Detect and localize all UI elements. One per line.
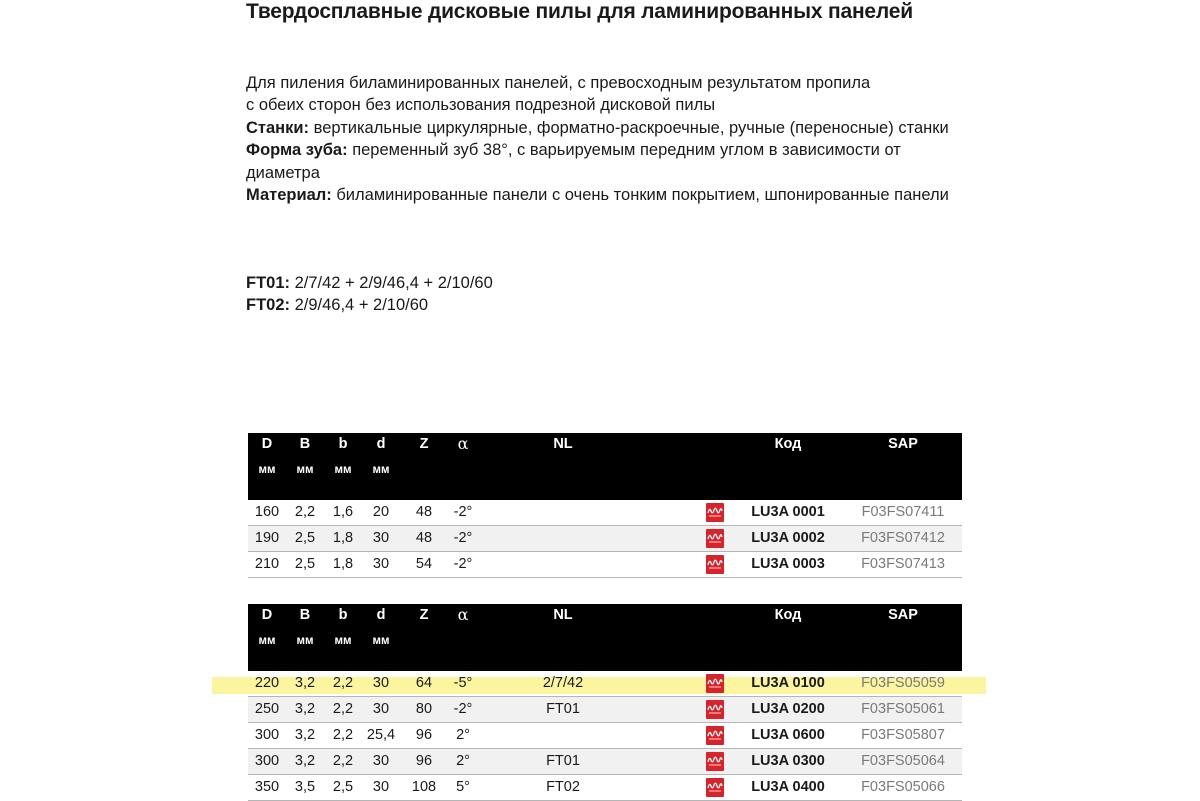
header-label: B — [299, 436, 311, 452]
page-title: Твердосплавные дисковые пилы для ламинированных панелей — [246, 0, 913, 23]
cell-d: 220 — [254, 675, 280, 691]
cell-b: 2,5 — [332, 779, 354, 795]
header-unit: мм — [258, 635, 276, 647]
cell-z: 96 — [415, 753, 433, 769]
header-unit: мм — [258, 464, 276, 476]
saw-tooth-badge-icon — [706, 555, 724, 574]
saw-tooth-badge-icon — [706, 726, 724, 745]
header-label: SAP — [888, 607, 918, 623]
cell-sap: F03FS05066 — [861, 779, 945, 795]
formula-value: 2/9/46,4 + 2/10/60 — [290, 296, 429, 315]
header-label: b — [338, 436, 348, 452]
cell-d: 210 — [254, 556, 280, 572]
cell-z: 48 — [415, 530, 433, 546]
header-unit: мм — [334, 635, 352, 647]
cell-d: 300 — [254, 753, 280, 769]
cell-code: LU3A 0300 — [751, 753, 825, 769]
cell-nl: 2/7/42 — [542, 675, 584, 691]
cell-code: LU3A 0600 — [751, 727, 825, 743]
header-label: D — [261, 607, 273, 623]
machines-text: вертикальные циркулярные, форматно-раскроечные, ручные (переносные) станки — [309, 118, 949, 137]
saw-tooth-badge-icon — [706, 700, 724, 719]
spec-table-2 — [248, 604, 962, 801]
cell-d: 350 — [254, 779, 280, 795]
cell-b: 2,5 — [294, 556, 316, 572]
table-row — [248, 500, 962, 526]
cell-b: 2,2 — [332, 675, 354, 691]
cell-code: LU3A 0002 — [751, 530, 825, 546]
saw-tooth-badge-icon — [706, 529, 724, 548]
cell-sap: F03FS05059 — [861, 675, 945, 691]
table-body — [248, 671, 962, 801]
tooth-formulas — [246, 272, 493, 317]
cell-d: 190 — [254, 530, 280, 546]
cell-alpha: -2° — [453, 530, 473, 546]
cell-b: 3,2 — [294, 701, 316, 717]
header-unit: мм — [296, 635, 314, 647]
header-label: SAP — [888, 436, 918, 452]
cell-alpha: -2° — [453, 504, 473, 520]
header-label: NL — [553, 436, 573, 452]
cell-b: 2,2 — [294, 504, 316, 520]
cell-b: 2,2 — [332, 701, 354, 717]
formula-label: FT02: — [246, 296, 291, 315]
cell-d: 250 — [254, 701, 280, 717]
cell-sap: F03FS05061 — [861, 701, 945, 717]
cell-nl: FT01 — [546, 753, 580, 769]
material-label: Материал: — [246, 186, 332, 205]
machines-label: Станки: — [246, 118, 310, 137]
cell-sap: F03FS07412 — [861, 530, 945, 546]
header-label: d — [376, 607, 386, 623]
header-label: α — [457, 605, 469, 624]
cell-alpha: -2° — [453, 701, 473, 717]
cell-z: 64 — [415, 675, 433, 691]
header-unit: мм — [296, 464, 314, 476]
cell-d: 160 — [254, 504, 280, 520]
cell-d: 30 — [372, 556, 390, 572]
saw-tooth-badge-icon — [706, 503, 724, 522]
material-text: биламинированные панели с очень тонким покрытием, шпонированные панели — [331, 186, 949, 205]
cell-alpha: 2° — [456, 727, 470, 743]
header-label: α — [457, 434, 469, 453]
cell-b: 1,8 — [332, 530, 354, 546]
tooth-text: переменный зуб 38°, с варьируемым передним углом в зависимости от диаметра — [246, 141, 901, 182]
cell-d: 30 — [372, 753, 390, 769]
cell-alpha: 2° — [456, 753, 470, 769]
header-unit: мм — [372, 464, 390, 476]
saw-tooth-badge-icon — [706, 674, 724, 693]
cell-b: 2,5 — [294, 530, 316, 546]
saw-tooth-badge-icon — [706, 752, 724, 771]
table-header — [248, 604, 962, 671]
spec-table-1 — [248, 433, 962, 578]
header-label: Z — [419, 436, 429, 452]
cell-d: 20 — [372, 504, 390, 520]
cell-d: 30 — [372, 675, 390, 691]
cell-b: 3,5 — [294, 779, 316, 795]
cell-sap: F03FS07413 — [861, 556, 945, 572]
cell-b: 2,2 — [332, 727, 354, 743]
table-row — [248, 723, 962, 749]
cell-b: 2,2 — [332, 753, 354, 769]
tooth-label: Форма зуба: — [246, 141, 348, 160]
saw-tooth-badge-icon — [706, 778, 724, 797]
formula-value: 2/7/42 + 2/9/46,4 + 2/10/60 — [290, 274, 493, 292]
cell-z: 96 — [415, 727, 433, 743]
cell-code: LU3A 0003 — [751, 556, 825, 572]
machines-paragraph — [246, 117, 966, 139]
table-row — [248, 552, 962, 578]
header-label: Z — [419, 607, 429, 623]
formula-ft01 — [246, 272, 493, 294]
table-row — [248, 749, 962, 775]
formula-label: FT01: — [246, 274, 291, 292]
header-unit: мм — [334, 464, 352, 476]
header-unit: мм — [372, 635, 390, 647]
cell-d: 30 — [372, 701, 390, 717]
header-label: b — [338, 607, 348, 623]
table-header — [248, 433, 962, 500]
table-body — [248, 500, 962, 578]
header-label: Код — [774, 436, 802, 452]
cell-d: 300 — [254, 727, 280, 743]
header-label: D — [261, 436, 273, 452]
cell-b: 3,2 — [294, 675, 316, 691]
cell-d: 30 — [372, 779, 390, 795]
description — [246, 72, 966, 206]
table-row — [248, 526, 962, 552]
cell-code: LU3A 0001 — [751, 504, 825, 520]
cell-alpha: 5° — [456, 779, 470, 795]
header-label: B — [299, 607, 311, 623]
cell-b: 3,2 — [294, 753, 316, 769]
cell-sap: F03FS05807 — [861, 727, 945, 743]
header-label: d — [376, 436, 386, 452]
cell-code: LU3A 0100 — [751, 675, 825, 691]
header-label: NL — [553, 607, 573, 623]
intro-line-1: Для пиления биламинированных панелей, с превосходным результатом пропила — [246, 74, 871, 92]
material-paragraph — [246, 184, 966, 206]
cell-code: LU3A 0200 — [751, 701, 825, 717]
cell-b: 1,8 — [332, 556, 354, 572]
cell-d: 30 — [372, 530, 390, 546]
cell-b: 3,2 — [294, 727, 316, 743]
cell-nl: FT01 — [546, 701, 580, 717]
cell-nl: FT02 — [546, 779, 580, 795]
cell-code: LU3A 0400 — [751, 779, 825, 795]
intro-line-2: с обеих сторон без использования подрезной дисковой пилы — [246, 96, 716, 115]
formula-ft02 — [246, 294, 493, 316]
cell-z: 80 — [415, 701, 433, 717]
table-row — [248, 697, 962, 723]
cell-z: 48 — [415, 504, 433, 520]
cell-alpha: -2° — [453, 556, 473, 572]
cell-z: 108 — [411, 779, 437, 795]
cell-d: 25,4 — [366, 727, 396, 743]
cell-sap: F03FS05064 — [861, 753, 945, 769]
table-row — [248, 671, 962, 697]
tooth-paragraph — [246, 139, 966, 184]
cell-z: 54 — [415, 556, 433, 572]
cell-alpha: -5° — [453, 675, 473, 691]
table-row — [248, 775, 962, 801]
cell-sap: F03FS07411 — [861, 504, 945, 520]
cell-b: 1,6 — [332, 504, 354, 520]
header-label: Код — [774, 607, 802, 623]
